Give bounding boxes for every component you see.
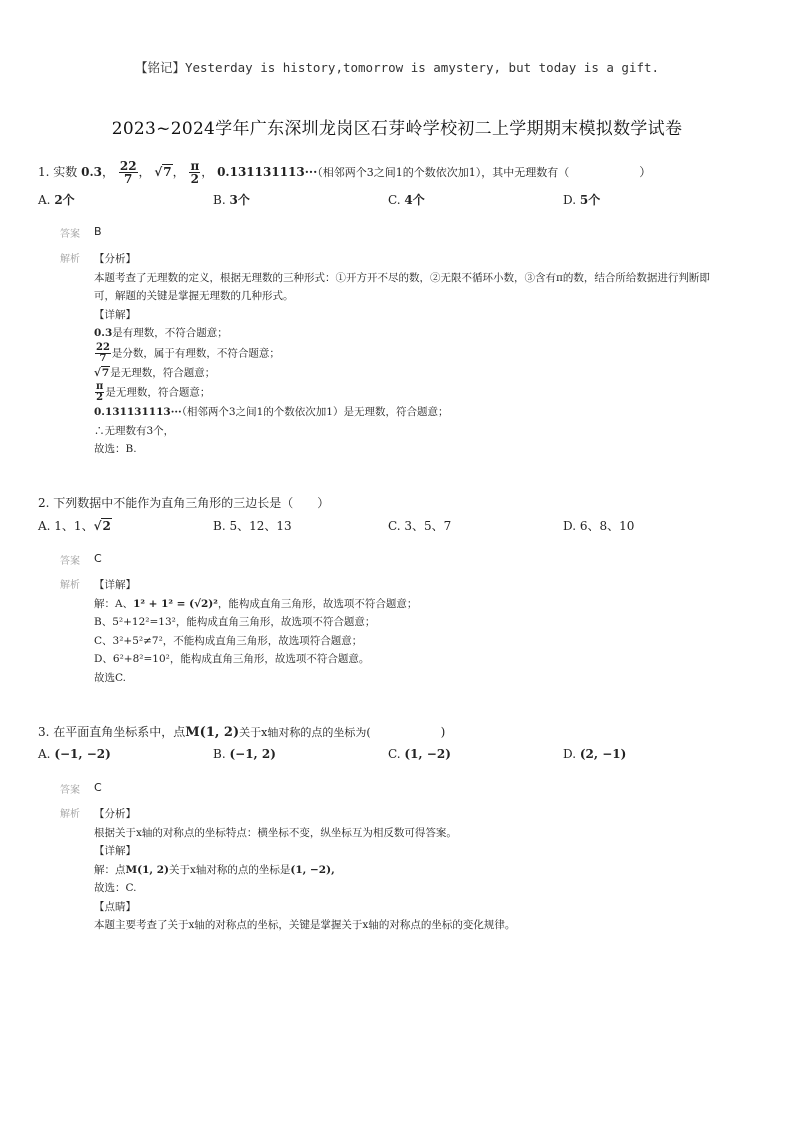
question-1-stem: 1. 实数 0.3， $\frac{22}{7}$ ， √7， $\frac{\pi}{2}$ ， 0.131131113···（相邻两个3之间1的个数依次加1），其中无理数有（ ） <box>38 159 652 186</box>
option-c[interactable]: C. 4个 <box>388 193 425 207</box>
option-d[interactable]: D. 6、8、10 <box>563 519 635 533</box>
options <box>38 517 758 534</box>
answer-value: C <box>94 781 102 794</box>
option-b[interactable]: B. (−1, 2) <box>213 747 276 761</box>
analysis-body: 【详解】 解：A、1² + 1² = (√2)²，能构成直角三角形，故选项不符合题意； B、5²+12²=13²，能构成直角三角形，故选项不符合题意； C、3²+5²≠7²，不能构成直角三角形，故选项符合题意； D、6²+8²=10²，能构成直角三角形，故选项不符合题意。 故选C. <box>94 579 418 684</box>
question-1 <box>38 160 758 208</box>
fraction: $\frac{22}{7}$ <box>119 159 137 186</box>
option-d[interactable]: D. 5个 <box>563 193 601 207</box>
analysis-body: 【分析】 根据关于x轴的对称点的坐标特点：横坐标不变，纵坐标互为相反数可得答案。 【详解】 解：点M(1, 2)关于x轴对称的点的坐标是(1, −2), 故选：C. 【点睛】 本题主要考查了关于x轴的对称点的坐标，关键是掌握关于x轴的对称点的坐标的变化规律。 <box>94 808 516 931</box>
analysis-label: 解析 <box>60 254 80 265</box>
answer-3 <box>60 781 780 796</box>
page-title: 2023~2024学年广东深圳龙岗区石芽岭学校初二上学期期末模拟数学试卷 <box>111 119 683 139</box>
answer-label: 答案 <box>60 229 80 240</box>
option-c[interactable]: C. (1, −2) <box>388 747 451 761</box>
answer-value: B <box>94 225 102 238</box>
option-c[interactable]: C. 3、5、7 <box>388 519 452 533</box>
answer-1 <box>60 225 780 240</box>
answer-2 <box>60 552 780 567</box>
question-2-stem: 2. 下列数据中不能作为直角三角形的三边长是（ ） <box>38 496 330 510</box>
fraction-pi: $\frac{\pi}{2}$ <box>190 159 200 186</box>
analysis-3 <box>60 805 780 935</box>
option-b[interactable]: B. 5、12、13 <box>213 519 292 533</box>
analysis-2 <box>60 576 780 687</box>
analysis-label: 解析 <box>60 580 80 591</box>
answer-value: C <box>94 552 102 565</box>
analysis-label: 解析 <box>60 809 80 820</box>
question-number: 1. <box>38 165 50 179</box>
options <box>38 191 758 208</box>
option-b[interactable]: B. 3个 <box>213 193 250 207</box>
motto: 【铭记】Yesterday is history,tomorrow is amystery, but today is a gift. <box>134 60 660 75</box>
answer-label: 答案 <box>60 556 80 567</box>
option-a[interactable]: A. 1、1、√2 <box>38 519 111 533</box>
analysis-body: 【分析】 本题考查了无理数的定义，根据无理数的三种形式：①开方开不尽的数，②无限不循环小数，③含有π的数，结合所给数据进行判断即 可，解题的关键是掌握无理数的几种形式。 【详解】 0.3是有理数，不符合题意； $\frac{22}{7}$ 是分数，属于有理数，不符合题意； √7是无理数，符合题意； $\frac{\pi}{2}$ 是无理数，符合题意； 0.131131113···（相邻两个3之间1的个数依次加1）是无理数，符合题意； ∴无理数有3个， 故选：B. <box>94 253 710 455</box>
option-a[interactable]: A. 2个 <box>38 193 75 207</box>
options <box>38 747 758 761</box>
question-2 <box>38 493 758 534</box>
question-3 <box>38 722 758 761</box>
question-number: 2. <box>38 496 50 510</box>
question-number: 3. <box>38 725 50 739</box>
question-3-stem: 3. 在平面直角坐标系中，点M(1, 2)关于x轴对称的点的坐标为( ) <box>38 725 446 740</box>
analysis-1 <box>60 250 780 459</box>
answer-label: 答案 <box>60 785 80 796</box>
option-a[interactable]: A. (−1, −2) <box>38 747 111 761</box>
sqrt-symbol: √7 <box>154 165 172 179</box>
option-d[interactable]: D. (2, −1) <box>563 747 627 761</box>
